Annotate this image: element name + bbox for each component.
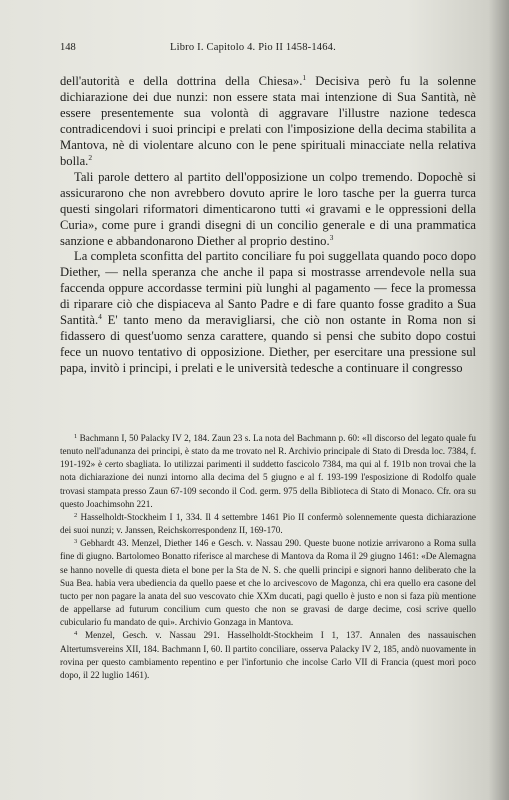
footnote — [60, 511, 476, 537]
footnote-ref: 2 — [88, 152, 93, 162]
paragraph — [60, 170, 476, 250]
footnote-marker: 1 — [74, 433, 78, 440]
footnote-text: Bachmann I, 50 Palacky IV 2, 184. Zaun 23 s. La nota del Bachmann p. 60: «Il discorso del legato quale fu tenuto nell'adunanza dei principi, è stato da me trovato nel R. Archivio principale di Stato di Dresda loc. 7384, f. 191-192» è certo sbagliata. Io utilizzai parimenti il suddetto fascicolo 7384, ma qui al f. 191b non trovai che la nota dichiarazione dei nunzi intorno alla decima del 5 giugno e al f. 193-199 l'esposizione di Rodolfo quale trovasi stampata presso Zaun 67-109 secondo il Cod. germ. 975 della Biblioteca di Stato di Monaco. Cfr. ora su questo Joachimsohn 221. — [60, 433, 477, 509]
footnote — [60, 432, 476, 511]
paragraph — [60, 74, 476, 170]
footnote-text: Hasselholdt-Stockheim I 1, 334. Il 4 settembre 1461 Pio II confermò solennemente questa dichiarazione dei suoi nunzi; v. Janssen, Reichskorrespondenz II, 169-170. — [60, 511, 477, 536]
footnote-ref: 1 — [302, 73, 307, 82]
running-head: Libro I. Capitolo 4. Pio II 1458-1464. — [170, 42, 336, 53]
footnote-text: Gebhardt 43. Menzel, Diether 146 e Gesch. v. Nassau 290. Queste buone notizie arrivarono a Roma sulla fine di giugno. Bartolomeo Bonatto riferisce al marchese di Mantova da Roma il 29 giugno 1461: «De Alemagna se hanno novelle di questa dieta el bone per la Sta de N. S. che quelli principi e signori hanno deliberato che la Sua Bea. habia vera ubediencia da quello paese et che lo arcivescovo de Magonza, chi era quello era casone del tucto per non pagare la anata del suo vescovato chie XXm ducati, pagi quello è justo e non si faza più mentione de appellarse ad futurum concilium cum questo che non se gravasi de darge decime, cosi scrive quello cubiculario fu mandato de qui». Archivio Gonzaga in Mantova. — [60, 538, 476, 628]
main-text — [60, 74, 476, 377]
footnote-marker: 2 — [74, 511, 78, 519]
page-header — [60, 42, 477, 58]
paragraph-text: Tali parole dettero al partito dell'opposizione un colpo tremendo. Dopochè si assicurarono che non avrebbero dovuto aprire le loro tasche per la guerra turca questi singolari riformatori dimenticarono tutti «i gravami e le oppressioni della Curia», come pure i grandi disegni di un concilio generale e di una prammatica sanzione e abbandonarono Diether al proprio destino. — [60, 169, 476, 248]
footnote-text: Menzel, Gesch. v. Nassau 291. Hasselholdt-Stockheim I 1, 137. Annalen des nassauischen Altertumsvereins XII, 184. Bachmann I, 60. Il partito conciliare, osserva Palacky IV 2, 185, andò nuovamente in rovina per questo cambiamento repentino e per l'infortunio che incolse Carlo VII di Francia (quest morì poco dopo, il 22 luglio 1461). — [60, 630, 477, 680]
footnote — [60, 629, 476, 682]
footnote-marker: 3 — [74, 538, 78, 546]
footnote-marker: 4 — [74, 630, 78, 638]
page-number: 148 — [60, 42, 76, 53]
paragraph-text: dell'autorità e della dottrina della Chiesa». — [60, 74, 303, 88]
paragraph-text: E' tanto meno da meravigliarsi, che ciò non ostante in Roma non si fidassero di quest'uomo senza carattere, quando si pensi che subito dopo costui fece un nuovo tentativo di opposizione. Diether, per esercitare una pressione sul papa, invitò i principi, i prelati e le università tedesche a continuare il congresso — [60, 313, 476, 376]
footnote-ref: 3 — [329, 232, 334, 242]
paragraph-text: Decisiva però fu la solenne dichiarazione dei due nunzi: non essere stata mai intenzione di Sua Santità, nè essere presentemente sua volontà di aggravare l'illustre nazione tedesca contradicendovi i suoi principi e prelati con l'imposizione della decima stabilita a Mantova, nè di violentare alcuno con le pene spirituali minacciate nella relativa bolla. — [60, 74, 476, 168]
paragraph-text: La completa sconfitta del partito conciliare fu poi suggellata quando poco dopo Diether, — nella speranza che anche il papa si mostrasse arrendevole nella sua faccenda oppure accordasse termini più lunghi al pagamento — fece la promessa di riparare ciò che dispiaceva al Santo Padre e di fare quanto fosse gradito a Sua Santità. — [60, 249, 476, 328]
footnote — [60, 537, 476, 629]
paragraph — [60, 249, 476, 377]
footnote-ref: 4 — [98, 312, 102, 322]
footnotes — [60, 432, 476, 682]
